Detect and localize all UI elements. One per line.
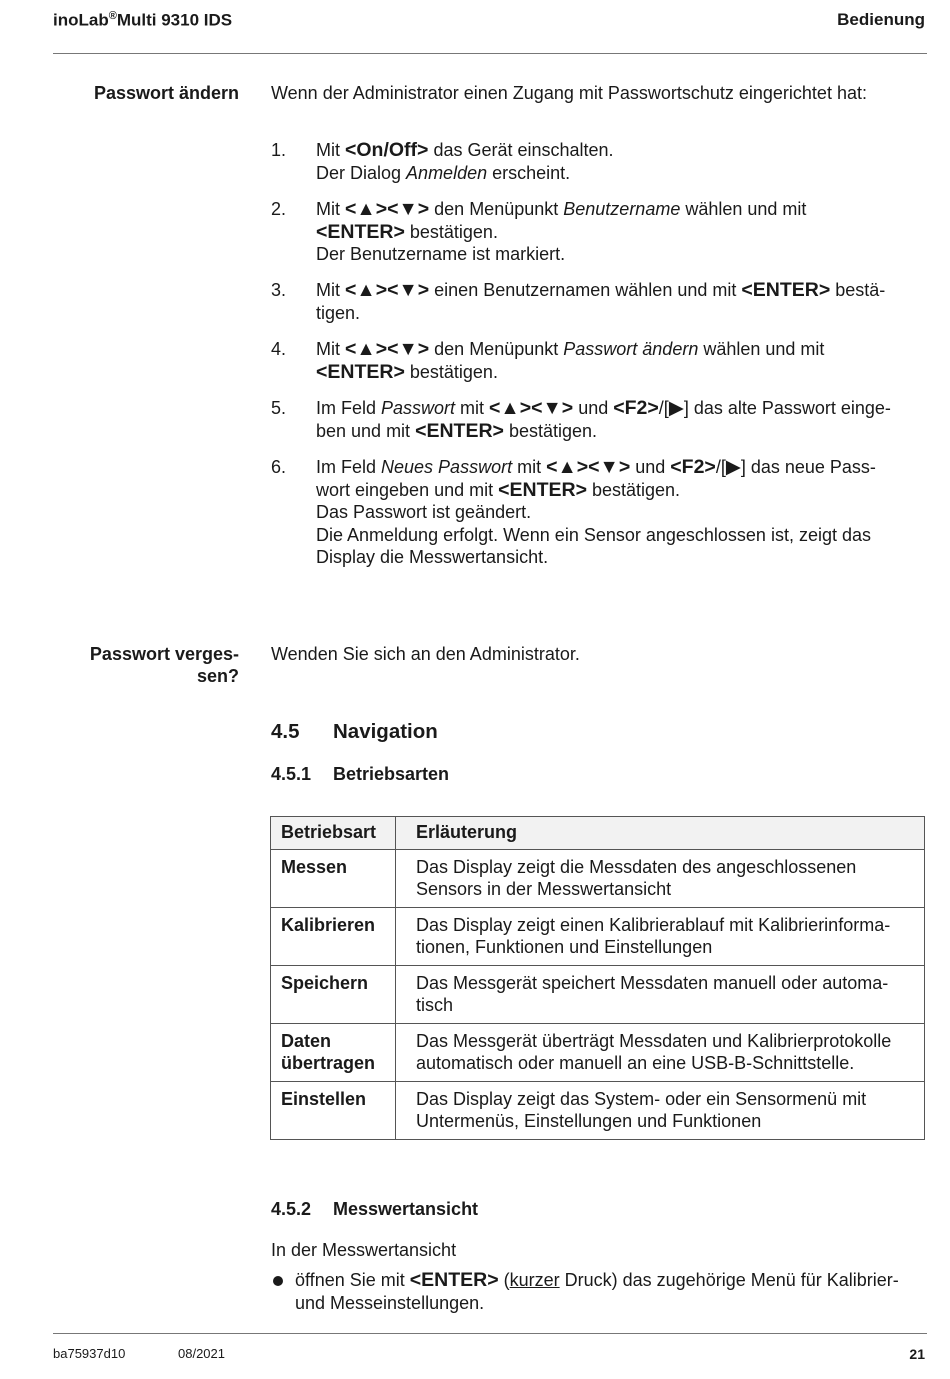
footer-date: 08/2021 — [178, 1346, 225, 1361]
column-header-explanation: Erläuterung — [396, 817, 925, 850]
list-item: öffnen Sie mit <ENTER> (kurzer Druck) das zugehörige Menü für Kalibrier- und Messeinstellungen. — [271, 1269, 931, 1314]
key-enter: <ENTER> — [415, 419, 504, 442]
key-f2: <F2> — [670, 456, 716, 478]
page-number: 21 — [909, 1346, 925, 1362]
key-f2: <F2> — [613, 397, 659, 419]
table-row: Daten übertragen Das Messgerät überträgt Messdaten und Kalibrierprotokolle automatisch oder manuell an eine USB-B-Schnittstelle. — [271, 1023, 925, 1081]
step-4: 4. Mit <▲><▼> den Menüpunkt Passwort ändern wählen und mit <ENTER> bestätigen. — [271, 338, 825, 383]
key-up-down: <▲><▼> — [345, 279, 430, 301]
table-row: Einstellen Das Display zeigt das System- oder ein Sensormenü mit Untermenüs, Einstellungen und Funktionen — [271, 1081, 925, 1139]
footer-doc-id: ba75937d10 — [53, 1346, 126, 1361]
measured-view-intro: In der Messwertansicht — [271, 1240, 457, 1260]
side-heading-change-password: Passwort ändern — [93, 83, 239, 103]
side-heading-forgot-password: Passwort verges- sen? — [89, 644, 239, 686]
step-1: 1. Mit <On/Off> das Gerät einschalten. Der Dialog Anmelden erscheint. — [271, 139, 614, 183]
key-enter: <ENTER> — [316, 360, 405, 383]
step-6: 6. Im Feld Neues Passwort mit <▲><▼> und <F2>/[▶] das neue Pass- wort eingeben und mit <ENTER> bestätigen. Das Passwort ist geändert. Die Anmeldung erfolgt. Wenn ein Sensor angeschlossen ist, zeigt das Display die Messwertansicht. — [271, 456, 876, 567]
column-header-mode: Betriebsart — [271, 817, 396, 850]
section-heading-4-5: 4.5 Navigation — [271, 720, 438, 743]
key-enter: <ENTER> — [498, 478, 587, 501]
table-row: Speichern Das Messgerät speichert Messdaten manuell oder automa- tisch — [271, 965, 925, 1023]
table-row: Messen Das Display zeigt die Messdaten des angeschlossenen Sensors in der Messwertansicht — [271, 849, 925, 907]
header-rule — [53, 53, 927, 54]
running-header-section: Bedienung — [837, 10, 925, 29]
key-enter: <ENTER> — [741, 279, 831, 301]
step-2: 2. Mit <▲><▼> den Menüpunkt Benutzername wählen und mit <ENTER> bestätigen. Der Benutzername ist markiert. — [271, 198, 807, 264]
table-header-row — [271, 817, 925, 850]
bullet-icon — [273, 1276, 283, 1286]
key-on-off: <On/Off> — [345, 139, 429, 161]
footer-rule — [53, 1333, 927, 1334]
key-up-down: <▲><▼> — [345, 338, 430, 360]
modes-table — [270, 816, 925, 1140]
section-heading-4-5-2: 4.5.2 Messwertansicht — [271, 1199, 479, 1219]
step-3: 3. Mit <▲><▼> einen Benutzernamen wählen und mit <ENTER> bestä- tigen. — [271, 279, 886, 323]
key-up-down: <▲><▼> — [489, 397, 574, 419]
step-5: 5. Im Feld Passwort mit <▲><▼> und <F2>/[▶] das alte Passwort einge- ben und mit <ENTER> bestätigen. — [271, 397, 891, 442]
key-up-down: <▲><▼> — [345, 198, 430, 220]
change-password-intro: Wenn der Administrator einen Zugang mit Passwortschutz eingerichtet hat: — [271, 83, 867, 103]
right-arrow-icon: ▶ — [668, 397, 684, 419]
right-arrow-icon: ▶ — [725, 456, 741, 478]
section-heading-4-5-1: 4.5.1 Betriebsarten — [271, 764, 450, 784]
key-enter: <ENTER> — [409, 1269, 499, 1291]
key-up-down: <▲><▼> — [546, 456, 631, 478]
running-header-product: inoLab®Multi 9310 IDS — [53, 10, 233, 30]
forgot-password-text: Wenden Sie sich an den Administrator. — [271, 644, 580, 664]
table-row: Kalibrieren Das Display zeigt einen Kalibrierablauf mit Kalibrierinforma- tionen, Funktionen und Einstellungen — [271, 907, 925, 965]
key-enter: <ENTER> — [316, 220, 405, 243]
